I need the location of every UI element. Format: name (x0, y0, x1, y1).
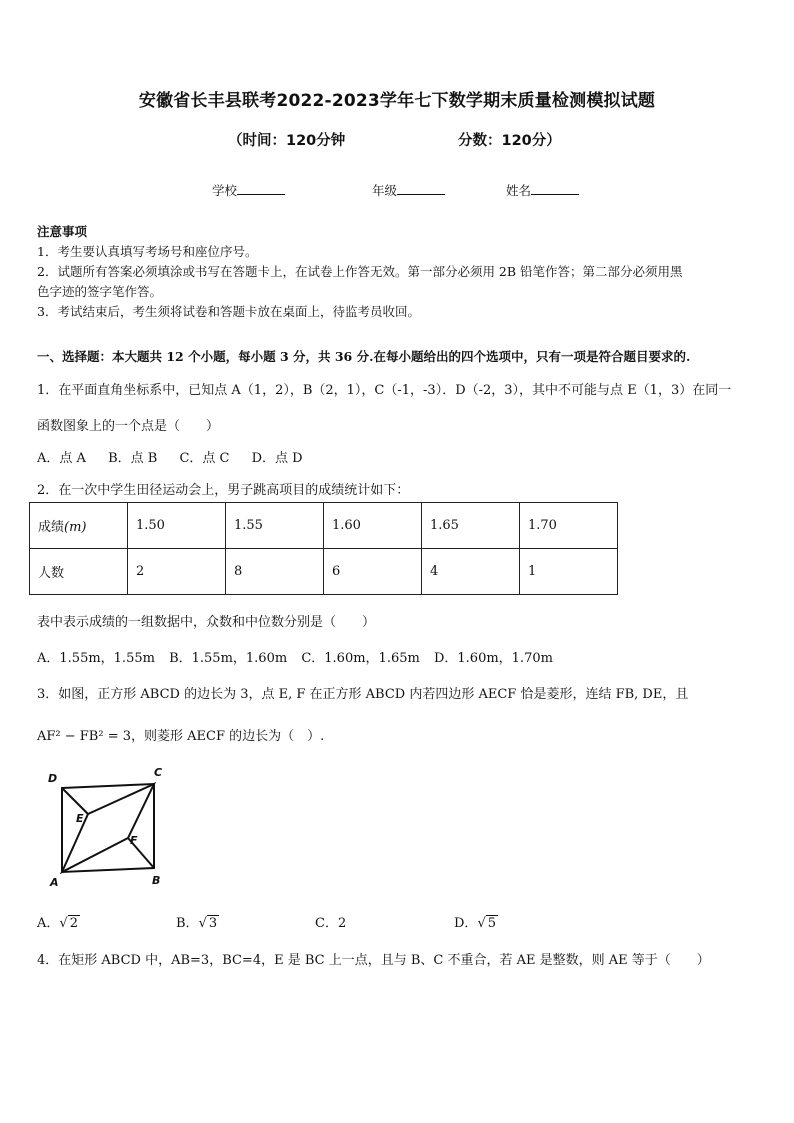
school-field (212, 181, 285, 199)
notice-section (37, 222, 761, 322)
rhombus-aecf (62, 784, 154, 872)
q3-option-d[interactable]: D．√ 5 (454, 916, 497, 931)
label-e: E (76, 812, 84, 825)
school-label: 学校 (212, 183, 238, 198)
table-cell: 6 (324, 549, 422, 595)
label-d: D (48, 772, 58, 785)
exam-score: 分数：120分） (458, 133, 561, 149)
page-title: 安徽省长丰县联考2022-2023学年七下数学期末质量检测模拟试题 (138, 91, 656, 111)
school-blank[interactable] (237, 182, 285, 195)
section1-heading: 一、选择题：本大题共 12 个小题，每小题 3 分，共 36 分.在每小题给出的四个选项中，只有一项是符合题目要求的. (37, 349, 691, 364)
notice-title: 注意事项 (37, 224, 88, 239)
q2-stem: 2．在一次中学生田径运动会上，男子跳高项目的成绩统计如下： (37, 483, 410, 498)
table-cell: 1.50 (128, 503, 226, 549)
table-cell: 1.65 (422, 503, 520, 549)
q3-line2: AF² − FB² = 3，则菱形 AECF 的边长为（ ）. (37, 729, 325, 744)
table-cell: 1 (520, 549, 618, 595)
label-f: F (130, 834, 138, 847)
q1-option-d[interactable]: D．点 D (251, 451, 303, 466)
square-rhombus-figure (40, 764, 180, 888)
table-row (30, 549, 618, 595)
table-header-cell: 人数 (30, 549, 128, 595)
q2-option-d[interactable]: D．1.60m，1.70m (433, 651, 553, 666)
q1-option-a[interactable]: A．点 A (37, 451, 86, 466)
q1-line2: 函数图象上的一个点是（ ） (37, 419, 220, 434)
table-cell: 4 (422, 549, 520, 595)
table-cell: 1.60 (324, 503, 422, 549)
q3-option-a[interactable]: A．√ 2 (37, 916, 78, 931)
q1-line1: 1．在平面直角坐标系中，已知点 A（1，2），B（2，1），C（-1，-3）．D（-2，3），其中不可能与点 E（1，3）在同一 (37, 383, 732, 398)
q1-options (37, 447, 303, 466)
grade-label: 年级 (372, 183, 398, 198)
q2-option-b[interactable]: B．1.55m，1.60m (169, 651, 288, 666)
q2-question: 表中表示成绩的一组数据中，众数和中位数分别是（ ） (37, 615, 376, 630)
grade-field (372, 181, 445, 199)
q1-option-b[interactable]: B．点 B (108, 451, 158, 466)
name-label: 姓名 (506, 183, 532, 198)
q2-option-a[interactable]: A．1.55m，1.55m (37, 651, 155, 666)
square-abcd (62, 784, 154, 872)
notice-item: 3．考试结束后，考生须将试卷和答题卡放在桌面上，待监考员收回。 (37, 304, 420, 319)
q2-options (37, 647, 553, 666)
table-row (30, 503, 618, 549)
name-field (506, 181, 579, 199)
name-blank[interactable] (531, 182, 579, 195)
table-cell: 8 (226, 549, 324, 595)
segment-de (62, 788, 88, 814)
label-c: C (154, 766, 163, 779)
table-cell: 1.70 (520, 503, 618, 549)
label-b: B (152, 874, 161, 887)
table-cell: 2 (128, 549, 226, 595)
q3-line1: 3．如图，正方形 ABCD 的边长为 3，点 E, F 在正方形 ABCD 内若四边形 AECF 恰是菱形，连结 FB, DE，且 (37, 687, 689, 702)
score-table (29, 502, 618, 595)
q3-option-c[interactable]: C．2 (315, 916, 347, 931)
notice-item: 色字迹的签字笔作答。 (37, 284, 163, 299)
table-cell: 1.55 (226, 503, 324, 549)
notice-item: 2．试题所有答案必须填涂或书写在答题卡上，在试卷上作答无效。第一部分必须用 2B 铅笔作答；第二部分必须用黑 (37, 264, 683, 279)
q2-option-c[interactable]: C．1.60m，1.65m (301, 651, 420, 666)
label-a: A (50, 876, 59, 888)
exam-time: （时间：120分钟 (228, 133, 346, 149)
table-header-cell: 成绩(m) (30, 503, 128, 549)
notice-item: 1．考生要认真填写考场号和座位序号。 (37, 244, 258, 259)
grade-blank[interactable] (397, 182, 445, 195)
q4-line: 4．在矩形 ABCD 中，AB=3，BC=4，E 是 BC 上一点，且与 B、C 不重合，若 AE 是整数，则 AE 等于（ ） (37, 953, 710, 968)
q1-option-c[interactable]: C．点 C (179, 451, 230, 466)
q3-option-b[interactable]: B．√ 3 (176, 916, 218, 931)
